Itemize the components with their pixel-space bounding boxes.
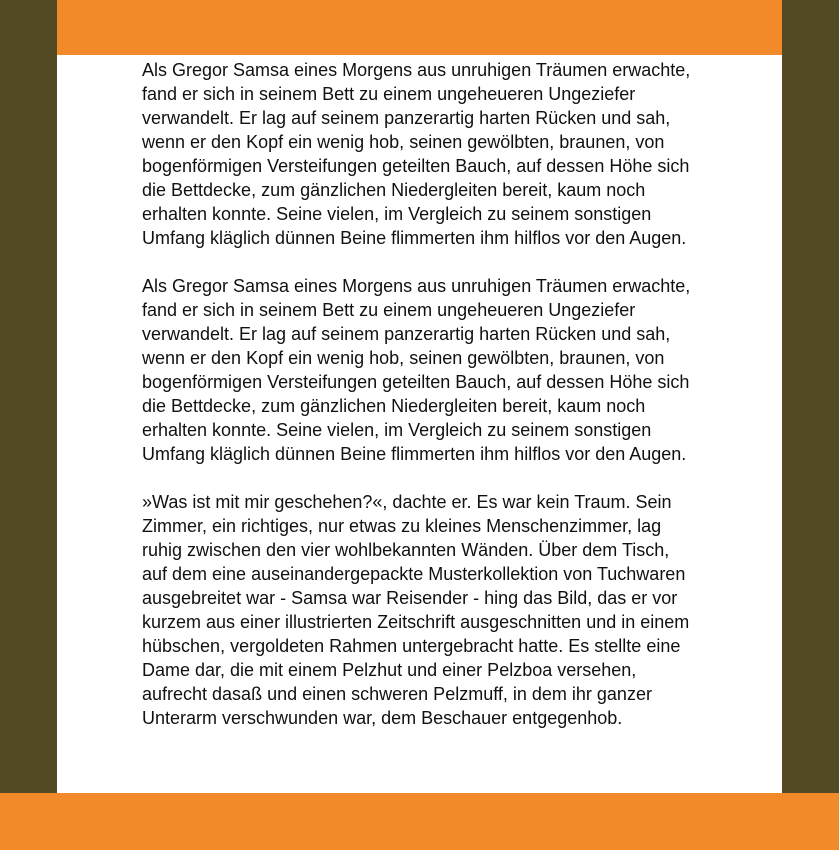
content-panel <box>57 55 782 793</box>
paragraph-3: »Was ist mit mir geschehen?«, dachte er. Es war kein Traum. Sein Zimmer, ein richtiges, nur etwas zu kleines Menschenzimmer, lag ruhig zwischen den vier wohlbekannten Wänden. Über dem Tisch, auf dem eine auseinandergepackte Musterkollektion von Tuchwaren ausgebreitet war - Samsa war Reisender - hing das Bild, das er vor kurzem aus einer illustrierten Zeitschrift ausgeschnitten und in einem hübschen, vergoldeten Rahmen untergebracht hatte. Es stellte eine Dame dar, die mit einem Pelzhut und einer Pelzboa versehen, aufrecht dasaß und einen schweren Pelzmuff, in dem ihr ganzer Unterarm verschwunden war, dem Beschauer entgegenhob. <box>142 492 690 728</box>
text-body <box>142 58 762 754</box>
left-frame-border <box>0 0 57 850</box>
paragraph-2: Als Gregor Samsa eines Morgens aus unruhigen Träumen erwachte, fand er sich in seinem Bett zu einem ungeheueren Ungeziefer verwandelt. Er lag auf seinem panzerartig harten Rücken und sah, wenn er den Kopf ein wenig hob, seinen gewölbten, braunen, von bogenförmigen Versteifungen geteilten Bauch, auf dessen Höhe sich die Bettdecke, zum gänzlichen Niedergleiten bereit, kaum noch erhalten konnte. Seine vielen, im Vergleich zu seinem sonstigen Umfang kläglich dünnen Beine flimmerten ihm hilflos vor den Augen. <box>142 276 691 464</box>
paragraph-1: Als Gregor Samsa eines Morgens aus unruhigen Träumen erwachte, fand er sich in seinem Bett zu einem ungeheueren Ungeziefer verwandelt. Er lag auf seinem panzerartig harten Rücken und sah, wenn er den Kopf ein wenig hob, seinen gewölbten, braunen, von bogenförmigen Versteifungen geteilten Bauch, auf dessen Höhe sich die Bettdecke, zum gänzlichen Niedergleiten bereit, kaum noch erhalten konnte. Seine vielen, im Vergleich zu seinem sonstigen Umfang kläglich dünnen Beine flimmerten ihm hilflos vor den Augen. <box>142 60 691 248</box>
bottom-accent-bar <box>0 793 839 850</box>
right-frame-border <box>782 0 839 850</box>
top-accent-bar <box>57 0 782 55</box>
